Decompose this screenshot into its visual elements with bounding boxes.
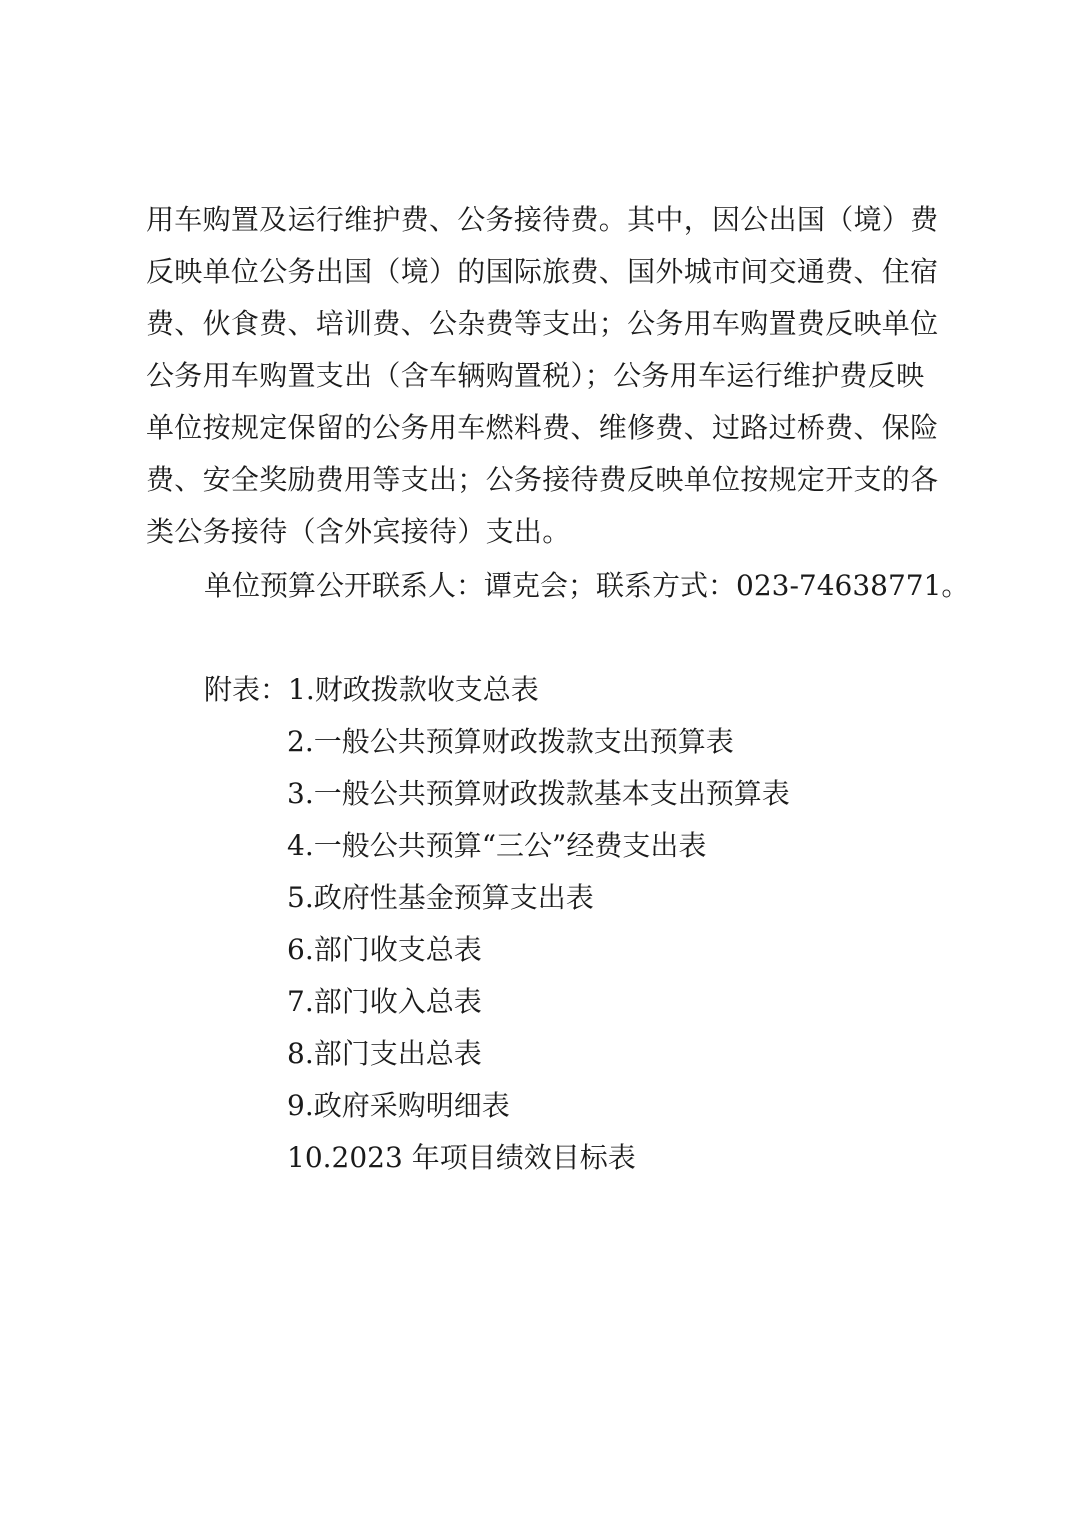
contact-info: 单位预算公开联系人：谭克会；联系方式：023-74638771。 (204, 569, 970, 602)
appendix-item: 7.部门收入总表 (287, 985, 482, 1018)
paragraph-line: 费、安全奖励费用等支出；公务接待费反映单位按规定开支的各 (146, 463, 939, 496)
appendix-label (204, 670, 539, 710)
paragraph-line: 公务用车购置支出（含车辆购置税）；公务用车运行维护费反映 (146, 359, 925, 392)
appendix-item: 9.政府采购明细表 (287, 1089, 510, 1122)
paragraph-line: 费、伙食费、培训费、公杂费等支出；公务用车购置费反映单位 (146, 307, 939, 340)
appendix-item: 3.一般公共预算财政拨款基本支出预算表 (287, 777, 790, 810)
appendix-item: 5.政府性基金预算支出表 (287, 881, 594, 914)
paragraph-line: 反映单位公务出国（境）的国际旅费、国外城市间交通费、住宿 (146, 255, 939, 288)
appendix-item: 10.2023 年项目绩效目标表 (287, 1141, 636, 1174)
paragraph-line: 用车购置及运行维护费、公务接待费。其中，因公出国（境）费 (146, 203, 939, 236)
paragraph-line: 类公务接待（含外宾接待）支出。 (146, 515, 571, 548)
appendix-item: 4.一般公共预算“三公”经费支出表 (287, 829, 707, 862)
appendix-item: 2.一般公共预算财政拨款支出预算表 (287, 725, 734, 758)
appendix-item: 8.部门支出总表 (287, 1037, 482, 1070)
appendix-label-text: 附表： (204, 673, 289, 706)
appendix-item: 1.财政拨款收支总表 (288, 673, 539, 706)
paragraph-line: 单位按规定保留的公务用车燃料费、维修费、过路过桥费、保险 (146, 411, 939, 444)
appendix-item: 6.部门收支总表 (287, 933, 482, 966)
